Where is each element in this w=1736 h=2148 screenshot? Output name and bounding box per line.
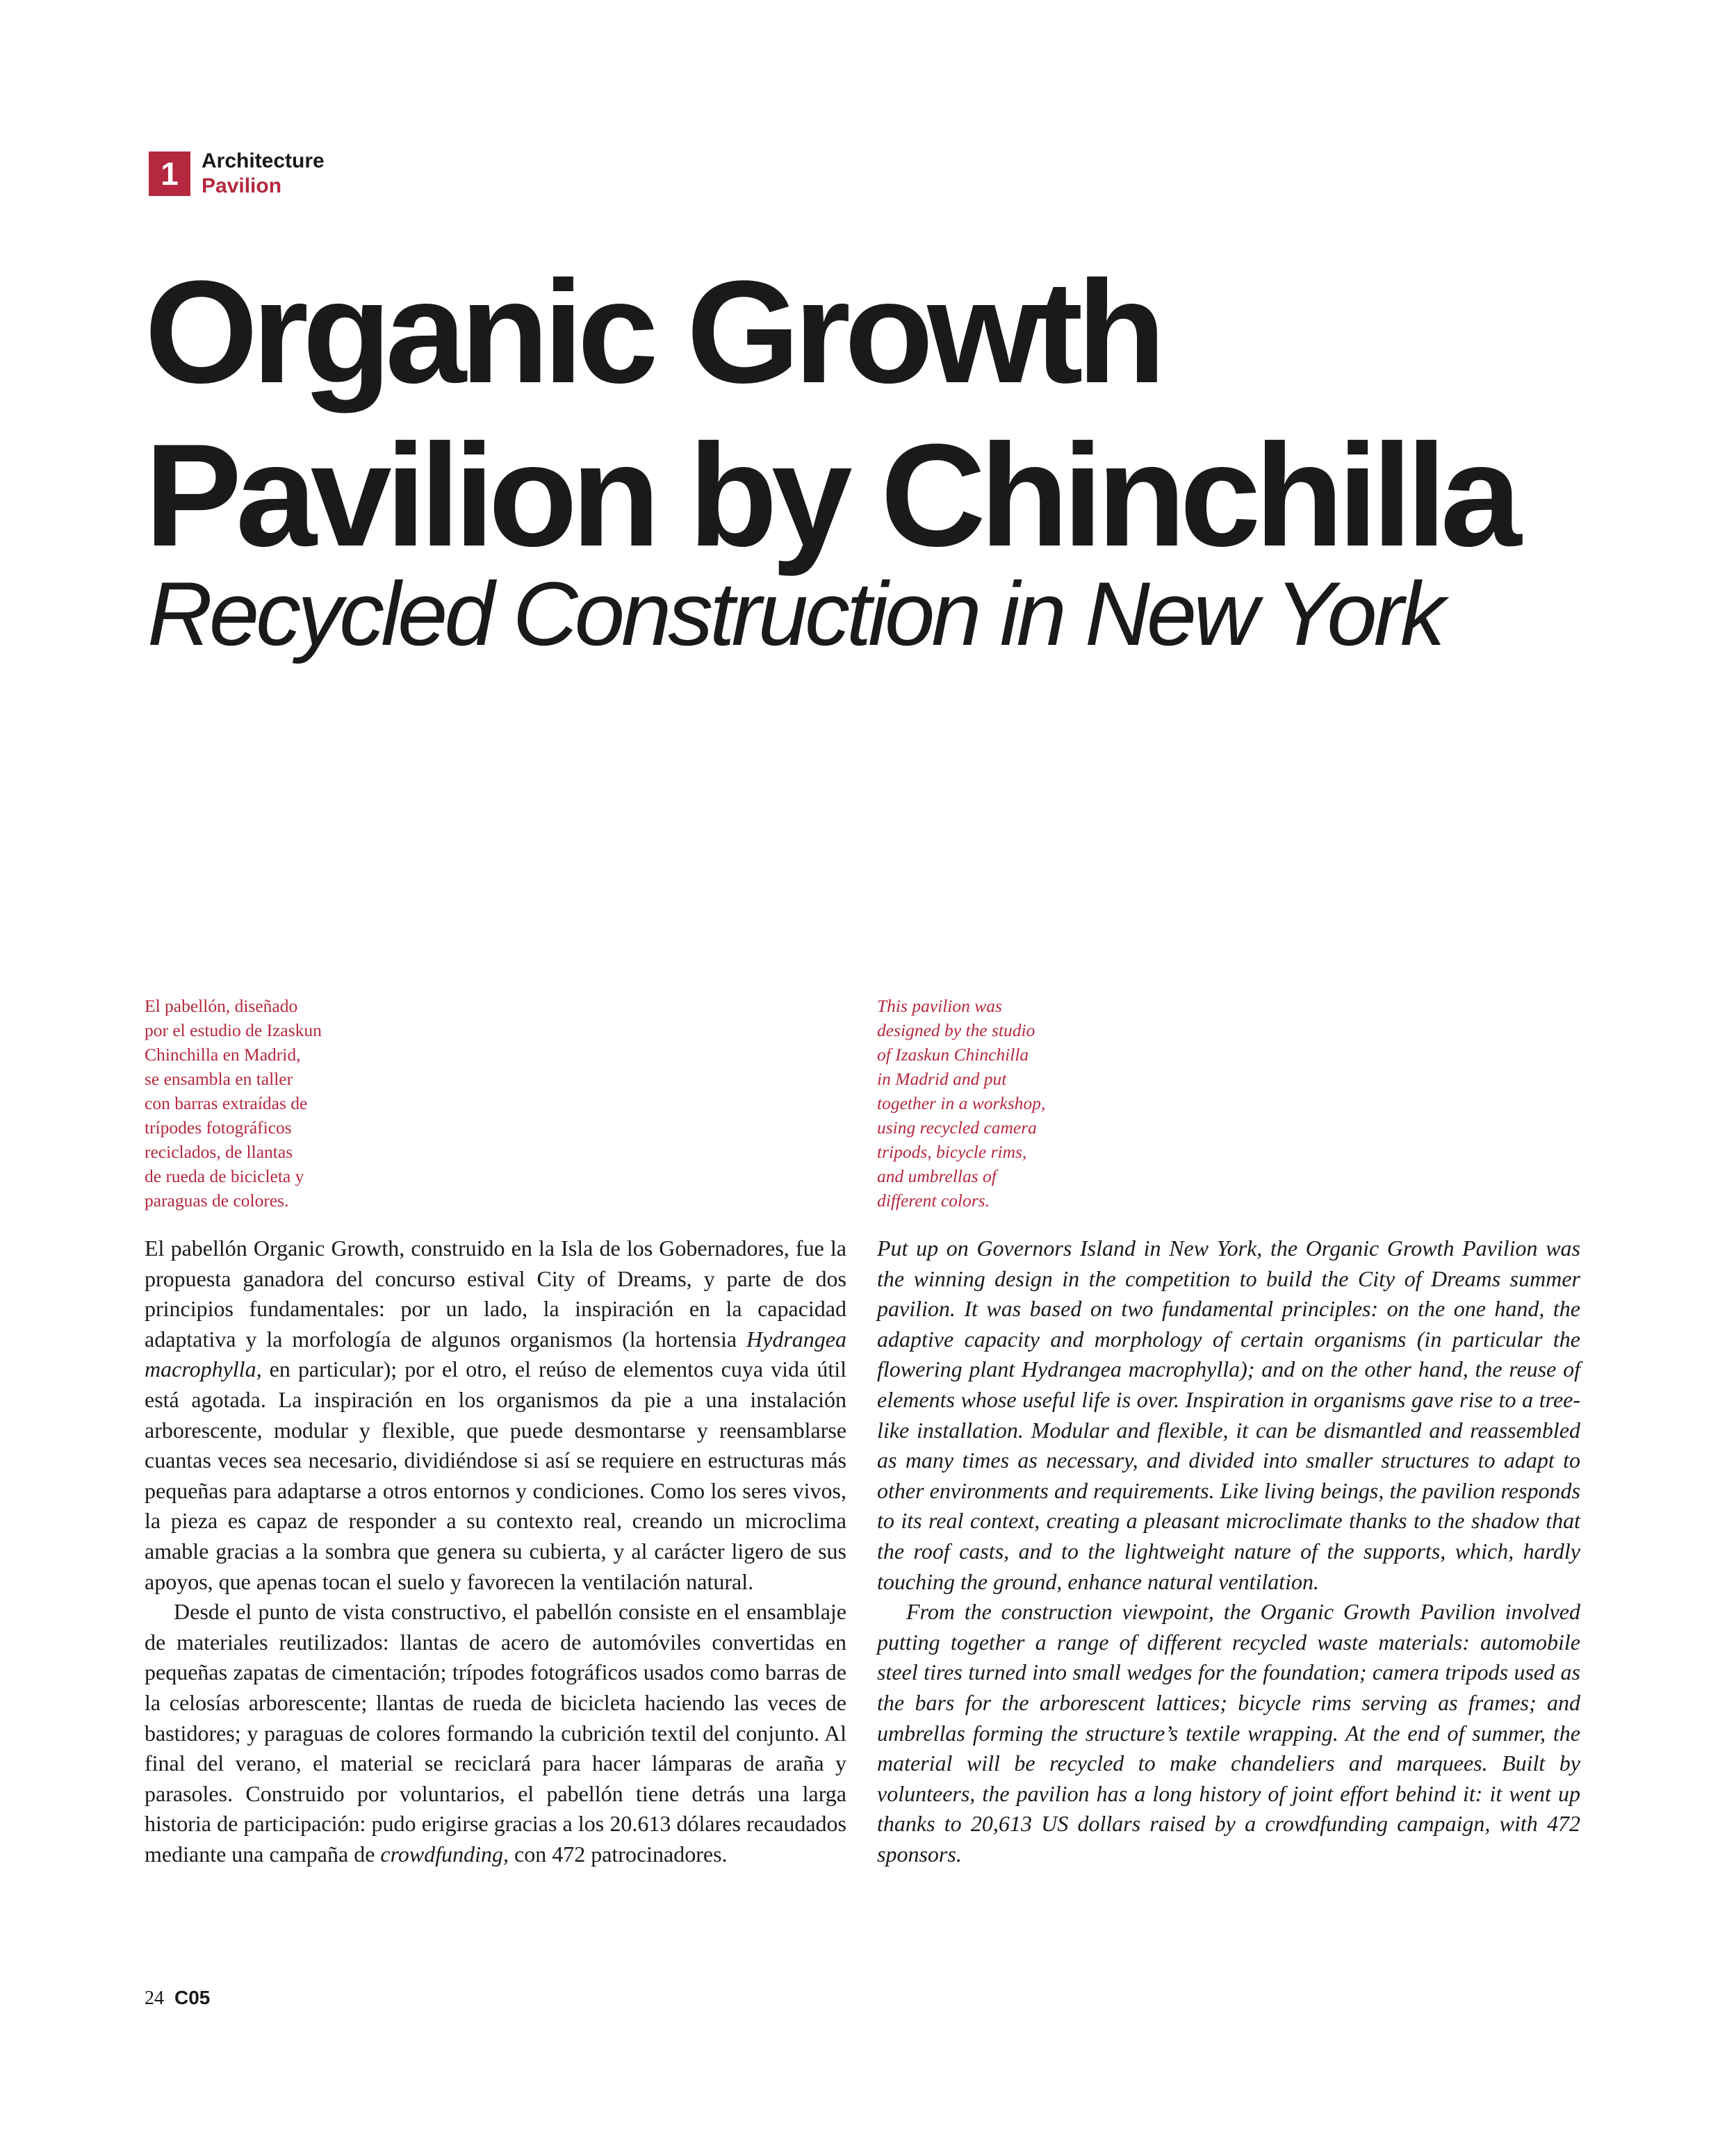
body-paragraph	[145, 1597, 846, 1869]
species-name: Hydrangea macrophylla,	[145, 1326, 846, 1382]
page-footer	[145, 1986, 210, 2010]
caption-line: de rueda de bicicleta y	[145, 1166, 304, 1186]
section-number-badge: 1	[149, 151, 190, 196]
section-subcategory: Pavilion	[202, 174, 282, 197]
caption-spanish	[145, 994, 322, 1213]
caption-line: This pavilion was	[877, 996, 1002, 1016]
caption-line: trípodes fotográficos	[145, 1117, 292, 1138]
caption-line: in Madrid and put	[877, 1069, 1007, 1089]
article-subtitle: Recycled Construction in New York	[147, 563, 1442, 664]
body-text-english	[877, 1233, 1580, 1869]
body-paragraph: Put up on Governors Island in New York, the Organic Growth Pavilion was the winning design in the competition to build the City of Dreams summer pavilion. It was based on two fundamental principles: on the one hand, the adaptive capacity and morphology of certain organisms (in particular the flowering plant Hydrangea macrophylla); and on the other hand, the reuse of elements whose useful life is over. Inspiration in organisms gave rise to a tree-like installation. Modular and flexible, it can be dismantled and reassembled as many times as necessary, and divided into smaller structures to adapt to other environments and requirements. Like living beings, the pavilion responds to its real context, creating a pleasant microclimate thanks to the shadow that the roof casts, and to the lightweight nature of the supports, which, hardly touching the ground, enhance natural ventilation.	[877, 1236, 1580, 1594]
article-title-line-2: Pavilion by Chinchilla	[145, 413, 1516, 577]
body-paragraph: From the construction viewpoint, the Organic Growth Pavilion involved putting together a range of different recycled waste materials: automobile steel tires turned into small wedges for the foundation; camera tripods used as the bars for the arborescent lattices; bicycle rims serving as frames; and umbrellas forming the structure’s textile wrapping. At the end of summer, the material will be recycled to make chandeliers and marquees. Built by volunteers, the pavilion has a long history of joint effort behind it: it went up thanks to 20,613 US dollars raised by a crowdfunding campaign, with 472 sponsors.	[877, 1599, 1580, 1867]
article-title-line-1: Organic Growth	[145, 250, 1160, 413]
caption-line: por el estudio de Izaskun	[145, 1020, 322, 1040]
caption-line: and umbrellas of	[877, 1166, 997, 1186]
caption-line: using recycled camera	[877, 1117, 1037, 1138]
caption-line: together in a workshop,	[877, 1093, 1046, 1113]
caption-line: El pabellón, diseñado	[145, 996, 298, 1016]
article-title	[145, 250, 1604, 577]
caption-line: con barras extraídas de	[145, 1093, 308, 1113]
caption-line: different colors.	[877, 1190, 990, 1211]
body-text-run: con 472 patrocinadores.	[508, 1841, 728, 1867]
caption-line: of Izaskun Chinchilla	[877, 1044, 1029, 1065]
body-text-spanish	[145, 1233, 846, 1869]
body-text-run: El pabellón Organic Growth, construido en la Isla de los Gobernadores, fue la propuesta ganadora del concurso estival City of Dreams, y parte de dos principios fundamentales: por un lado, la inspiración en la capacidad adaptativa y la morfología de algunos organismos (la hortensia	[145, 1236, 846, 1352]
magazine-issue: C05	[174, 1987, 211, 2008]
caption-line: paraguas de colores.	[145, 1190, 289, 1211]
body-text-run: Desde el punto de vista constructivo, el pabellón consiste en el ensamblaje de materiales reutilizados: llantas de acero de automóviles convertidas en pequeñas zapatas de cimentación; trípodes fotográficos usados como barras de la celosías arborescente; llantas de rueda de bicicleta haciendo las veces de bastidores; y paraguas de colores formando la cubrición textil del conjunto. Al final del verano, el material se reciclará para hacer lámparas de araña y parasoles. Construido por voluntarios, el pabellón tiene detrás una larga historia de participación: pudo erigirse gracias a los 20.613 dólares recaudados mediante una campaña de	[145, 1599, 846, 1867]
emphasis-term: crowdfunding,	[380, 1841, 509, 1867]
caption-line: se ensambla en taller	[145, 1069, 293, 1089]
section-category: Architecture	[202, 149, 325, 172]
caption-line: tripods, bicycle rims,	[877, 1142, 1027, 1162]
caption-english	[877, 994, 1045, 1213]
body-paragraph	[145, 1233, 846, 1597]
caption-line: Chinchilla en Madrid,	[145, 1044, 301, 1065]
caption-line: designed by the studio	[877, 1020, 1035, 1040]
caption-line: reciclados, de llantas	[145, 1142, 293, 1162]
body-text-run: en particular); por el otro, el reúso de elementos cuya vida útil está agotada. La inspiración en los organismos da pie a una instalación arborescente, modular y flexible, que puede desmontarse y reensamblarse cuantas veces sea necesario, dividiéndose si así se requiere en estructuras más pequeñas para adaptarse a otros entornos y condiciones. Como los seres vivos, la pieza es capaz de responder a su contexto real, creando un microclima amable gracias a la sombra que genera su cubierta, y al carácter ligero de sus apoyos, que apenas tocan el suelo y favorecen la ventilación natural.	[145, 1356, 846, 1594]
page-number: 24	[145, 1987, 164, 2009]
